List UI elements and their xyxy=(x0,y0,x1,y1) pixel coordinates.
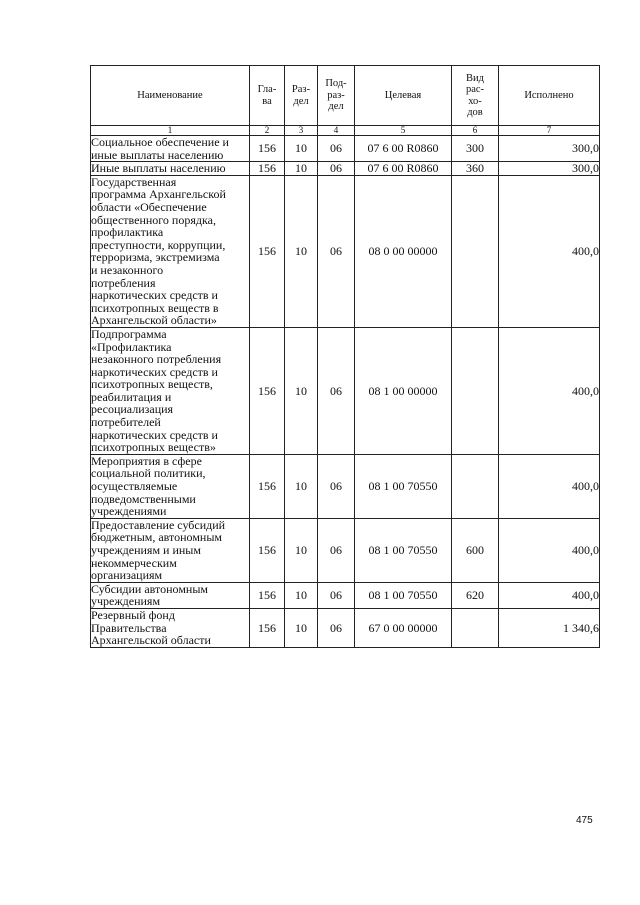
row-name: Подпрограмма «Профилактика незаконного потребления наркотических средств и психотропных веществ, реабилитация и ресоциализация потребителей наркотических средств и психотропных веществ» xyxy=(91,327,250,454)
header-vid: Вид рас- хо- дов xyxy=(452,66,499,126)
row-glava: 156 xyxy=(250,136,285,162)
row-target: 08 0 00 00000 xyxy=(355,175,452,327)
row-podrazdel: 06 xyxy=(318,608,355,647)
row-podrazdel: 06 xyxy=(318,162,355,176)
row-target: 07 6 00 R0860 xyxy=(355,162,452,176)
row-razdel: 10 xyxy=(285,454,318,518)
row-glava: 156 xyxy=(250,454,285,518)
table-row xyxy=(91,608,600,647)
table-row xyxy=(91,136,600,162)
header-done: Исполнено xyxy=(499,66,600,126)
row-razdel: 10 xyxy=(285,518,318,582)
header-row xyxy=(91,66,600,126)
column-number: 7 xyxy=(499,126,600,136)
row-done: 300,0 xyxy=(499,136,600,162)
row-done: 400,0 xyxy=(499,518,600,582)
row-vid xyxy=(452,454,499,518)
row-podrazdel: 06 xyxy=(318,582,355,608)
header-target: Целевая xyxy=(355,66,452,126)
table-row xyxy=(91,327,600,454)
row-name: Резервный фонд Правительства Архангельской области xyxy=(91,608,250,647)
column-number: 5 xyxy=(355,126,452,136)
table-row xyxy=(91,518,600,582)
row-podrazdel: 06 xyxy=(318,454,355,518)
row-razdel: 10 xyxy=(285,582,318,608)
row-done: 400,0 xyxy=(499,175,600,327)
row-glava: 156 xyxy=(250,518,285,582)
row-vid: 600 xyxy=(452,518,499,582)
header-name: Наименование xyxy=(91,66,250,126)
table-row xyxy=(91,162,600,176)
row-done: 400,0 xyxy=(499,582,600,608)
row-vid: 620 xyxy=(452,582,499,608)
table-row xyxy=(91,582,600,608)
column-number: 3 xyxy=(285,126,318,136)
column-number: 6 xyxy=(452,126,499,136)
row-vid: 360 xyxy=(452,162,499,176)
row-name: Социальное обеспечение и иные выплаты населению xyxy=(91,136,250,162)
header-razdel: Раз- дел xyxy=(285,66,318,126)
row-target: 08 1 00 00000 xyxy=(355,327,452,454)
row-razdel: 10 xyxy=(285,175,318,327)
row-vid xyxy=(452,175,499,327)
row-done: 400,0 xyxy=(499,454,600,518)
row-target: 08 1 00 70550 xyxy=(355,582,452,608)
row-razdel: 10 xyxy=(285,327,318,454)
row-done: 400,0 xyxy=(499,327,600,454)
table-row xyxy=(91,454,600,518)
column-number-row xyxy=(91,126,600,136)
row-podrazdel: 06 xyxy=(318,175,355,327)
header-podrazdel: Под- раз- дел xyxy=(318,66,355,126)
row-name: Предоставление субсидий бюджетным, автономным учреждениям и иным некоммерческим организациям xyxy=(91,518,250,582)
header-glava: Гла- ва xyxy=(250,66,285,126)
column-number: 2 xyxy=(250,126,285,136)
row-target: 67 0 00 00000 xyxy=(355,608,452,647)
row-done: 300,0 xyxy=(499,162,600,176)
column-number: 4 xyxy=(318,126,355,136)
row-glava: 156 xyxy=(250,582,285,608)
table-row xyxy=(91,175,600,327)
column-number: 1 xyxy=(91,126,250,136)
row-name: Мероприятия в сфере социальной политики, осуществляемые подведомственными учреждениями xyxy=(91,454,250,518)
row-name: Государственная программа Архангельской области «Обеспечение общественного порядка, профилактика преступности, коррупции, терроризма, экстремизма и незаконного потребления наркотических средств и психотропных веществ в Архангельской области» xyxy=(91,175,250,327)
row-vid xyxy=(452,608,499,647)
row-glava: 156 xyxy=(250,608,285,647)
row-glava: 156 xyxy=(250,175,285,327)
row-done: 1 340,6 xyxy=(499,608,600,647)
row-razdel: 10 xyxy=(285,136,318,162)
row-glava: 156 xyxy=(250,327,285,454)
page-number: 475 xyxy=(576,815,593,826)
row-target: 07 6 00 R0860 xyxy=(355,136,452,162)
row-razdel: 10 xyxy=(285,162,318,176)
row-name: Субсидии автономным учреждениям xyxy=(91,582,250,608)
row-podrazdel: 06 xyxy=(318,518,355,582)
row-glava: 156 xyxy=(250,162,285,176)
row-podrazdel: 06 xyxy=(318,136,355,162)
row-vid xyxy=(452,327,499,454)
budget-table xyxy=(90,65,600,648)
row-razdel: 10 xyxy=(285,608,318,647)
row-target: 08 1 00 70550 xyxy=(355,454,452,518)
row-name: Иные выплаты населению xyxy=(91,162,250,176)
row-podrazdel: 06 xyxy=(318,327,355,454)
row-target: 08 1 00 70550 xyxy=(355,518,452,582)
row-vid: 300 xyxy=(452,136,499,162)
